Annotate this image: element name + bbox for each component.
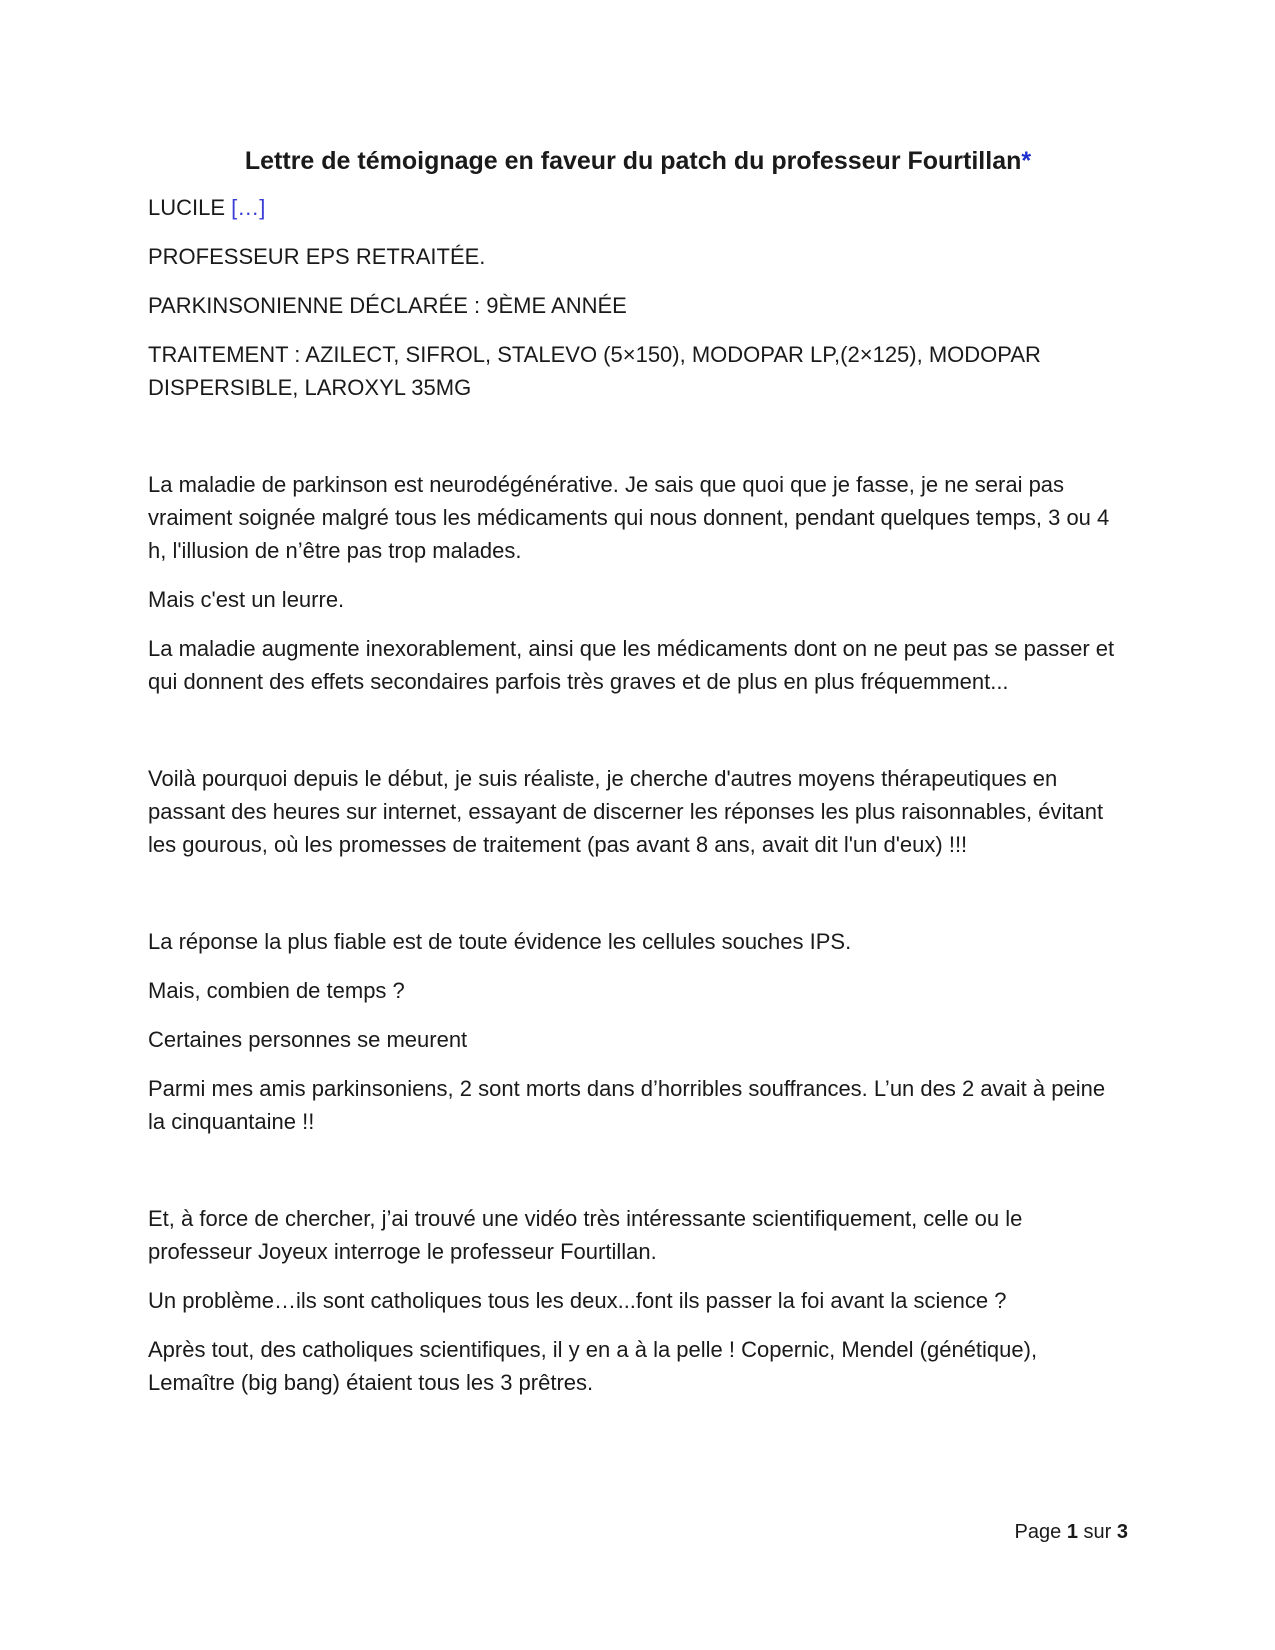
paragraph: Un problème…ils sont catholiques tous les deux...font ils passer la foi avant la science ? bbox=[148, 1288, 1007, 1313]
paragraph: Après tout, des catholiques scientifiques, il y en a à la pelle ! Copernic, Mendel (génétique), Lemaître (big bang) étaient tous les 3 prêtres. bbox=[148, 1337, 1038, 1395]
paragraph-spacer bbox=[148, 1154, 1128, 1202]
paragraph: Mais c'est un leurre. bbox=[148, 587, 345, 612]
paragraph: Et, à force de chercher, j’ai trouvé une vidéo très intéressante scientifiquement, celle ou le professeur Joyeux interroge le professeur Fourtillan. bbox=[148, 1206, 1023, 1264]
page-separator: sur bbox=[1083, 1521, 1112, 1543]
author-profession: PROFESSEUR EPS RETRAITÉE. bbox=[148, 244, 486, 269]
author-name: LUCILE bbox=[148, 195, 226, 220]
paragraph: La réponse la plus fiable est de toute évidence les cellules souches IPS. bbox=[148, 929, 852, 954]
paragraph-spacer bbox=[148, 420, 1128, 468]
page-current: 1 bbox=[1066, 1521, 1078, 1543]
author-diagnosis: PARKINSONIENNE DÉCLARÉE : 9ÈME ANNÉE bbox=[148, 293, 627, 318]
document-body bbox=[148, 144, 1128, 1415]
paragraph: La maladie augmente inexorablement, ainsi que les médicaments dont on ne peut pas se passer et qui donnent des effets secondaires parfois très graves et de plus en plus fréquemment... bbox=[148, 636, 1115, 694]
page-number bbox=[1015, 1519, 1128, 1545]
document-title bbox=[148, 144, 1128, 178]
page-label: Page bbox=[1014, 1521, 1062, 1543]
paragraph: Mais, combien de temps ? bbox=[148, 978, 405, 1003]
paragraph: Certaines personnes se meurent bbox=[148, 1027, 468, 1052]
paragraph: La maladie de parkinson est neurodégénérative. Je sais que quoi que je fasse, je ne serai pas vraiment soignée malgré tous les médicaments qui nous donnent, pendant quelques temps, 3 ou 4 h, l'illusion de n’être pas trop malades. bbox=[148, 472, 1110, 563]
title-footnote-mark[interactable]: * bbox=[1021, 147, 1032, 175]
title-text: Lettre de témoignage en faveur du patch du professeur Fourtillan bbox=[244, 147, 1022, 175]
author-name-omission-link[interactable]: […] bbox=[231, 195, 266, 220]
author-treatment: TRAITEMENT : AZILECT, SIFROL, STALEVO (5×150), MODOPAR LP,(2×125), MODOPAR DISPERSIBLE, LAROXYL 35MG bbox=[148, 342, 1041, 400]
paragraph-spacer bbox=[148, 877, 1128, 925]
paragraph: Parmi mes amis parkinsoniens, 2 sont morts dans d’horribles souffrances. L’un des 2 avait à peine la cinquantaine !! bbox=[148, 1076, 1106, 1134]
author-name-line bbox=[148, 191, 1128, 224]
page-total: 3 bbox=[1116, 1521, 1128, 1543]
paragraph-spacer bbox=[148, 714, 1128, 762]
paragraph: Voilà pourquoi depuis le début, je suis réaliste, je cherche d'autres moyens thérapeutiques en passant des heures sur internet, essayant de discerner les réponses les plus raisonnables, évitant les gourous, où les promesses de traitement (pas avant 8 ans, avait dit l'un d'eux) !!! bbox=[148, 766, 1104, 857]
